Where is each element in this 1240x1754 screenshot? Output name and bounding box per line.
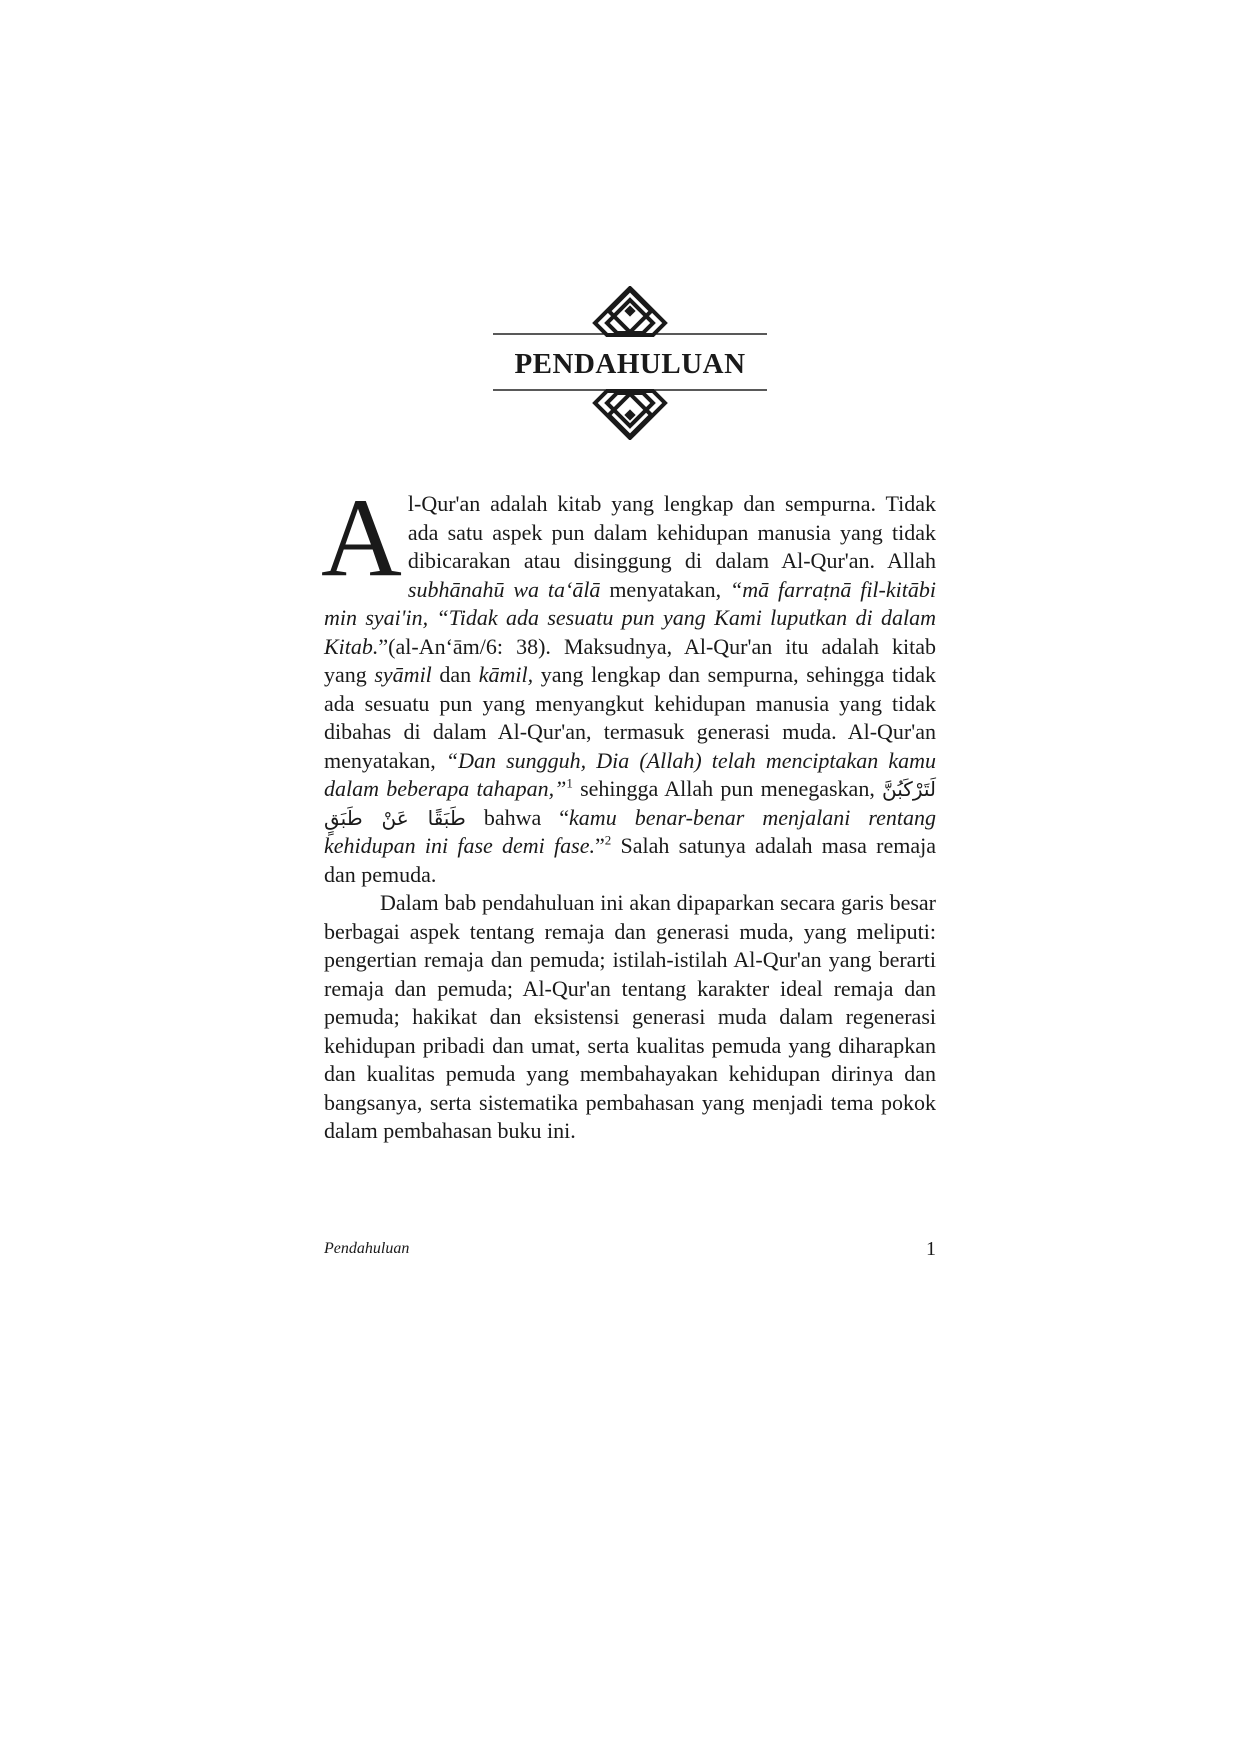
arabic-verse: لَتَرْكَبُنَّ طَبَقًا عَنْ طَبَقٍ <box>324 777 936 830</box>
chapter-title: PENDAHULUAN <box>514 348 746 380</box>
italic-text-run: kamu benar-benar menjalani rentang kehidupan ini fase demi fase. <box>324 804 936 858</box>
text-run: ”(al-Anʻām/6: 38). Maksudnya, Al-Qur'an itu adalah kitab yang <box>324 633 936 687</box>
text-run: bahwa “ <box>465 804 570 830</box>
text-run: Salah satunya adalah masa remaja dan pemuda. <box>324 833 936 887</box>
text-run: yang lengkap dan sempurna, sehingga tidak ada sesuatu pun yang menyangkut kehidupan manusia yang tidak dibahas di dalam Al-Qur'an, termasuk generasi muda. Al-Qur'an menyatakan, <box>324 662 937 773</box>
running-footer: Pendahuluan <box>324 1240 410 1257</box>
italic-text-run: “Dan sungguh, Dia (Allah) telah menciptakan kamu dalam beberapa tahapan,” <box>324 747 936 801</box>
text-run: dan <box>431 662 479 687</box>
italic-text-run: “mā farraṭnā fil-kitābi min syai'in, “Tidak ada sesuatu pun yang Kami luputkan di dalam Kitab. <box>324 576 936 659</box>
text-run: ” <box>594 833 605 858</box>
text-run: menyatakan, <box>600 576 730 602</box>
drop-cap: A <box>321 476 402 600</box>
italic-text-run: syāmil <box>374 662 432 687</box>
text-run: l-Qur'an adalah kitab yang lengkap dan sempurna. Tidak ada satu aspek pun dalam kehidupan manusia yang tidak dibicarakan atau disinggung di dalam Al-Qur'an. Allah <box>407 491 936 573</box>
footnote-ref: 1 <box>566 775 573 791</box>
body-text <box>321 476 937 1146</box>
footnote-ref: 2 <box>604 832 612 848</box>
text-run: sehingga Allah pun menegaskan, <box>572 776 883 801</box>
page-number: 1 <box>926 1238 936 1260</box>
italic-text-run: subhānahū wa taʻālā <box>407 576 601 602</box>
paragraph-1 <box>321 476 937 889</box>
paragraph-2: Dalam bab pendahuluan ini akan dipaparkan secara garis besar berbagai aspek tentang remaja dan generasi muda, yang meliputi: pengertian remaja dan pemuda; istilah-istilah Al-Qur'an yang berarti remaja dan pemuda; Al-Qur'an tentang karakter ideal remaja dan pemuda; hakikat dan eksistensi generasi muda dalam regenerasi kehidupan pribadi dan umat, serta kualitas pemuda yang diharapkan dan kualitas pemuda yang membahayakan kehidupan dirinya dan bangsanya, serta sistematika pembahasan yang menjadi tema pokok dalam pembahasan buku ini. <box>324 890 936 1143</box>
italic-text-run: kāmil, <box>478 662 534 687</box>
